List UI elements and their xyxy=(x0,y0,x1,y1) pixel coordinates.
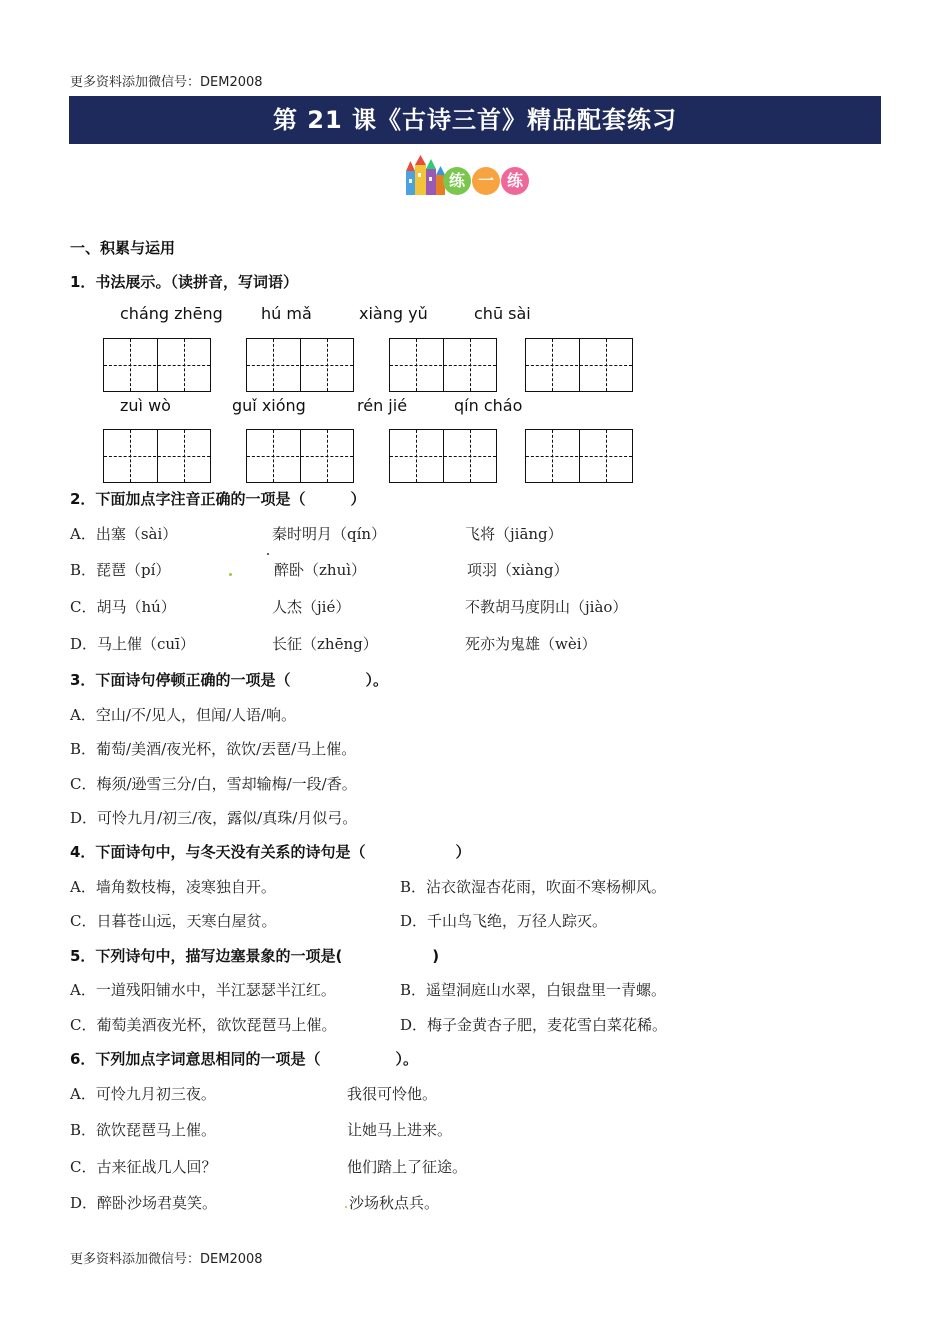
writing-grid[interactable] xyxy=(103,429,211,483)
writing-grid[interactable] xyxy=(103,338,211,392)
writing-grid[interactable] xyxy=(525,338,633,392)
pinyin-label: rén jié xyxy=(357,396,408,415)
q5-option: C．葡萄美酒夜光杯，欲饮琵琶马上催。 xyxy=(70,1016,337,1034)
title-banner xyxy=(69,96,881,144)
emphasis-dot xyxy=(267,553,269,555)
q6-option: 沙场秋点兵。 xyxy=(349,1194,440,1212)
castle-icon xyxy=(404,153,448,197)
pinyin-label: qín cháo xyxy=(454,396,523,415)
q6-option: C．古来征战几人回？ xyxy=(70,1158,217,1176)
q6-option: 他们踏上了征途。 xyxy=(347,1158,468,1176)
q5-option: D．梅子金黄杏子肥，麦花雪白菜花稀。 xyxy=(400,1016,668,1034)
pinyin-label: cháng zhēng xyxy=(120,304,223,323)
q6-option: B．欲饮琵琶马上催。 xyxy=(70,1121,217,1139)
writing-grid[interactable] xyxy=(389,429,497,483)
q2-option: 项羽（xiàng） xyxy=(467,561,569,579)
section-title: 一、积累与运用 xyxy=(70,239,176,257)
stray-mark xyxy=(345,1206,347,1208)
footer-wechat-note: 更多资料添加微信号：DEM2008 xyxy=(70,1252,263,1267)
writing-grid[interactable] xyxy=(246,338,354,392)
q3-title: 3．下面诗句停顿正确的一项是（ ）。 xyxy=(70,671,388,689)
q3-option: B．葡萄/美酒/夜光杯，欲饮/丟琶/马上催。 xyxy=(70,740,357,758)
q2-option: 人杰（jié） xyxy=(272,598,351,616)
pinyin-label: hú mǎ xyxy=(261,304,312,323)
q6-option: A．可怜九月初三夜。 xyxy=(70,1085,216,1103)
q2-option: C．胡马（hú） xyxy=(70,598,176,616)
page-title: 第 21 课《古诗三首》精品配套练习 xyxy=(272,106,678,134)
pinyin-label: chū sài xyxy=(474,304,531,323)
pinyin-label: xiàng yǔ xyxy=(359,304,428,323)
badge-char-3: 练 xyxy=(501,167,529,195)
q2-option: 死亦为鬼雄（wèi） xyxy=(465,635,597,653)
q4-option: B．沾衣欲湿杏花雨，吹面不寒杨柳风。 xyxy=(400,878,667,896)
q5-title: 5．下列诗句中，描写边塞景象的一项是( ) xyxy=(70,947,440,965)
writing-grid[interactable] xyxy=(389,338,497,392)
q3-option: C．梅须/逊雪三分/白，雪却输梅/一段/香。 xyxy=(70,775,357,793)
q5-option: B．遥望洞庭山水翠，白银盘里一青螺。 xyxy=(400,981,667,999)
q6-option: D．醉卧沙场君莫笑。 xyxy=(70,1194,218,1212)
q2-option: 秦时明月（qín） xyxy=(272,525,387,543)
writing-grid[interactable] xyxy=(525,429,633,483)
header-wechat-note: 更多资料添加微信号：DEM2008 xyxy=(70,75,263,90)
q4-option: D．千山鸟飞绝，万径人踪灭。 xyxy=(400,912,608,930)
q6-title: 6．下列加点字词意思相同的一项是（ ）。 xyxy=(70,1050,418,1068)
q2-option: B．琵琶（pí） xyxy=(70,561,171,579)
q2-option: D．马上催（cuī） xyxy=(70,635,195,653)
q5-option: A．一道残阳铺水中，半江瑟瑟半江红。 xyxy=(70,981,336,999)
q3-option: D．可怜九月/初三/夜，露似/真珠/月似弓。 xyxy=(70,809,358,827)
q2-option: 飞将（jiāng） xyxy=(465,525,563,543)
badge-char-1: 练 xyxy=(443,167,471,195)
q3-option: A．空山/不/见人，但闻/人语/响。 xyxy=(70,706,297,724)
pinyin-label: zuì wò xyxy=(120,396,171,415)
q6-option: 我很可怜他。 xyxy=(347,1085,438,1103)
q2-option: 不教胡马度阴山（jiào） xyxy=(465,598,628,616)
q4-title: 4．下面诗句中，与冬天没有关系的诗句是（ ） xyxy=(70,843,471,861)
q2-title: 2．下面加点字注音正确的一项是（ ） xyxy=(70,490,366,508)
badge-char-2: 一 xyxy=(472,167,500,195)
q6-option: 让她马上进来。 xyxy=(347,1121,453,1139)
stray-mark xyxy=(229,573,232,576)
q4-option: C．日暮苍山远，天寒白屋贫。 xyxy=(70,912,277,930)
q1-title: 1．书法展示。（读拼音，写词语） xyxy=(70,273,298,291)
q2-option: 醉卧（zhuì） xyxy=(274,561,367,579)
writing-grid[interactable] xyxy=(246,429,354,483)
q2-option: A．出塞（sài） xyxy=(70,525,178,543)
q4-option: A．墙角数枝梅，凌寒独自开。 xyxy=(70,878,276,896)
pinyin-label: guǐ xióng xyxy=(232,396,306,415)
q2-option: 长征（zhēng） xyxy=(272,635,378,653)
